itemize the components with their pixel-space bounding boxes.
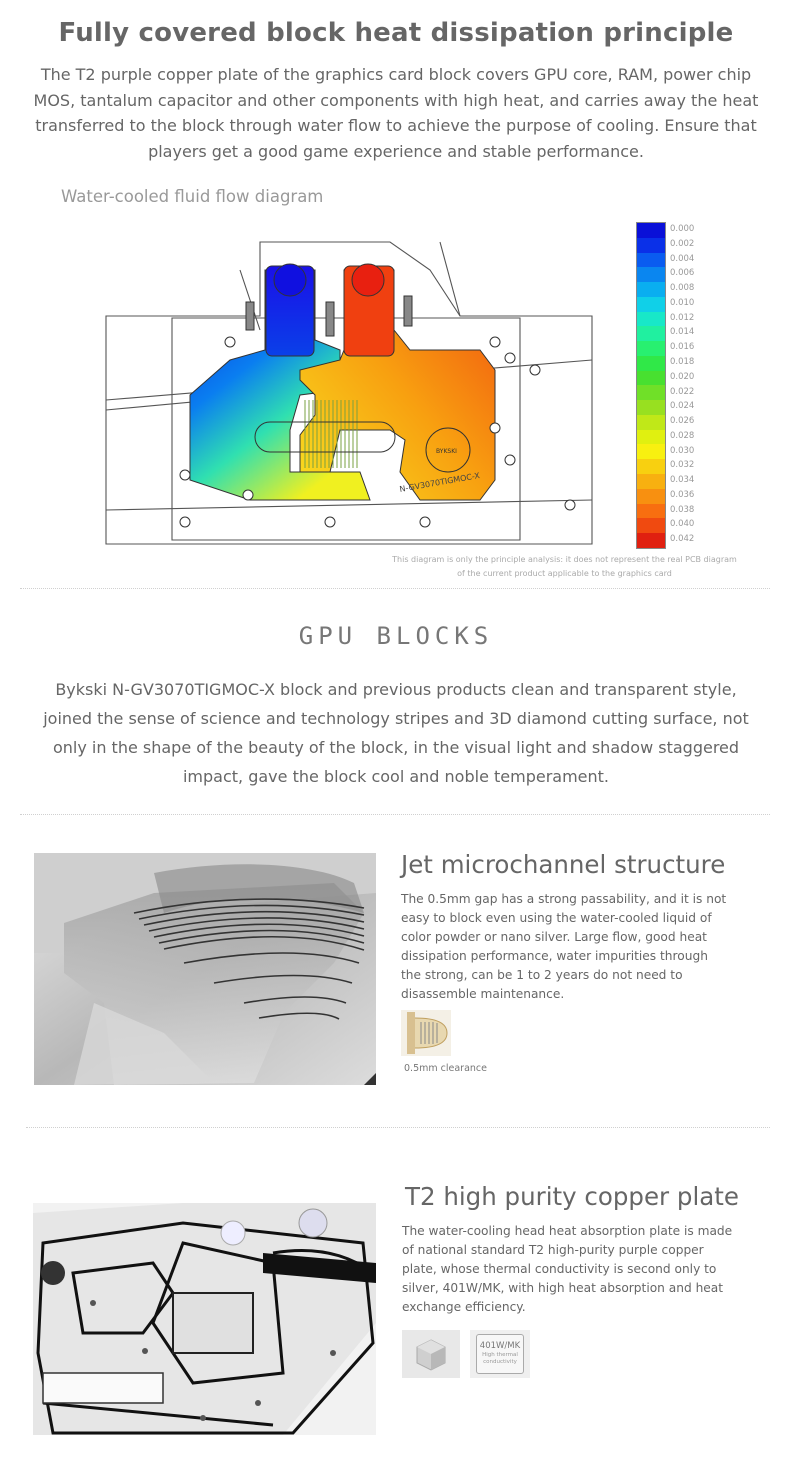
legend-label: 0.004	[670, 253, 695, 264]
board-text: N-GV3070TIGMOC-X	[398, 470, 481, 494]
gpu-blocks-description: Bykski N-GV3070TIGMOC-X block and previous products clean and transparent style, joined the sense of science and technology stripes and 3D diamond cutting surface, not only in the shape of the beauty of the block, in the visual light and shadow staggered impact, gave the block cool and noble temperament.	[43, 680, 749, 786]
legend-swatch	[637, 459, 665, 474]
clearance-caption: 0.5mm clearance	[404, 1063, 487, 1074]
legend-label: 0.016	[670, 342, 695, 353]
legend-swatch	[637, 326, 665, 341]
legend-label: 0.010	[670, 297, 695, 308]
legend-swatch	[637, 341, 665, 356]
cube-icon	[402, 1330, 460, 1378]
legend-swatch	[637, 444, 665, 459]
inlet-port	[274, 264, 306, 296]
legend-swatch	[637, 312, 665, 327]
conductivity-label: High thermal conductivity	[482, 1352, 518, 1365]
diagram-title: Water-cooled fluid flow diagram	[61, 187, 324, 206]
legend-swatch	[637, 223, 665, 238]
legend-label: 0.040	[670, 519, 695, 530]
legend-label: 0.000	[670, 224, 695, 234]
legend-swatch	[637, 518, 665, 533]
page-title: Fully covered block heat dissipation principle	[58, 18, 734, 48]
legend-label: 0.006	[670, 268, 695, 279]
legend-swatch	[637, 238, 665, 253]
jet-microchannel-image	[34, 853, 376, 1085]
legend-label: 0.024	[670, 401, 695, 412]
legend-label: 0.008	[670, 283, 695, 294]
divider-2	[20, 814, 770, 815]
legend-swatch	[637, 474, 665, 489]
legend-label: 0.032	[670, 460, 695, 471]
divider-3	[26, 1127, 770, 1128]
legend-label: 0.030	[670, 445, 695, 456]
conductivity-badge-frame	[476, 1334, 524, 1374]
flow-diagram	[100, 210, 610, 555]
legend-label: 0.014	[670, 327, 695, 338]
legend-label: 0.036	[670, 489, 695, 500]
divider-1	[20, 588, 770, 589]
legend-label: 0.028	[670, 430, 695, 441]
legend-label: 0.002	[670, 238, 695, 249]
copper-description: The water-cooling head heat absorption plate is made of national standard T2 high-purity purple copper plate, whose thermal conductivity is second only to silver, 401W/MK, with high heat absorption and heat exchange efficiency.	[402, 1224, 733, 1314]
legend-swatch	[637, 533, 665, 548]
legend-label: 0.042	[670, 534, 695, 545]
legend-label: 0.038	[670, 504, 695, 515]
diagram-disclaimer: This diagram is only the principle analysis: it does not represent the real PCB diagram of the current product applicable to the graphics card	[392, 555, 737, 578]
conductivity-badge	[470, 1330, 530, 1378]
copper-plate-image	[33, 1203, 376, 1435]
legend-label: 0.034	[670, 475, 695, 486]
legend-label: 0.022	[670, 386, 695, 397]
legend-swatch	[637, 400, 665, 415]
conductivity-value: 401W/MK	[479, 1341, 521, 1351]
legend-swatch	[637, 282, 665, 297]
gpu-blocks-title: GPU BLOCKS	[298, 622, 494, 650]
clearance-icon	[401, 1010, 451, 1056]
legend-label: 0.020	[670, 371, 695, 382]
legend-label: 0.012	[670, 312, 695, 323]
jet-description: The 0.5mm gap has a strong passability, and it is not easy to block even using the water-cooled liquid of color powder or nano silver. Large flow, good heat dissipation performance, water impurities through the strong, can be 1 to 2 years do not need to disassemble maintenance.	[401, 892, 727, 1001]
legend-swatch	[637, 430, 665, 445]
intro-paragraph: The T2 purple copper plate of the graphics card block covers GPU core, RAM, power chip MOS, tantalum capacitor and other components with high heat, and carries away the heat transferred to the block through water flow to achieve the purpose of cooling. Ensure that players get a good game experience and stable performance.	[33, 65, 759, 161]
legend-swatch	[637, 297, 665, 312]
legend-color-bar	[636, 222, 666, 549]
legend-swatch	[637, 489, 665, 504]
legend-label: 0.026	[670, 416, 695, 427]
logo-text: BYKSKI	[436, 448, 457, 455]
copper-title: T2 high purity copper plate	[405, 1182, 739, 1211]
legend-swatch	[637, 253, 665, 268]
legend-swatch	[637, 415, 665, 430]
legend-swatch	[637, 356, 665, 371]
legend-swatch	[637, 371, 665, 386]
legend-swatch	[637, 385, 665, 400]
legend-swatch	[637, 504, 665, 519]
cube-badge	[402, 1330, 460, 1378]
outlet-port	[352, 264, 384, 296]
legend-swatch	[637, 267, 665, 282]
legend-label: 0.018	[670, 356, 695, 367]
jet-title: Jet microchannel structure	[401, 850, 726, 879]
